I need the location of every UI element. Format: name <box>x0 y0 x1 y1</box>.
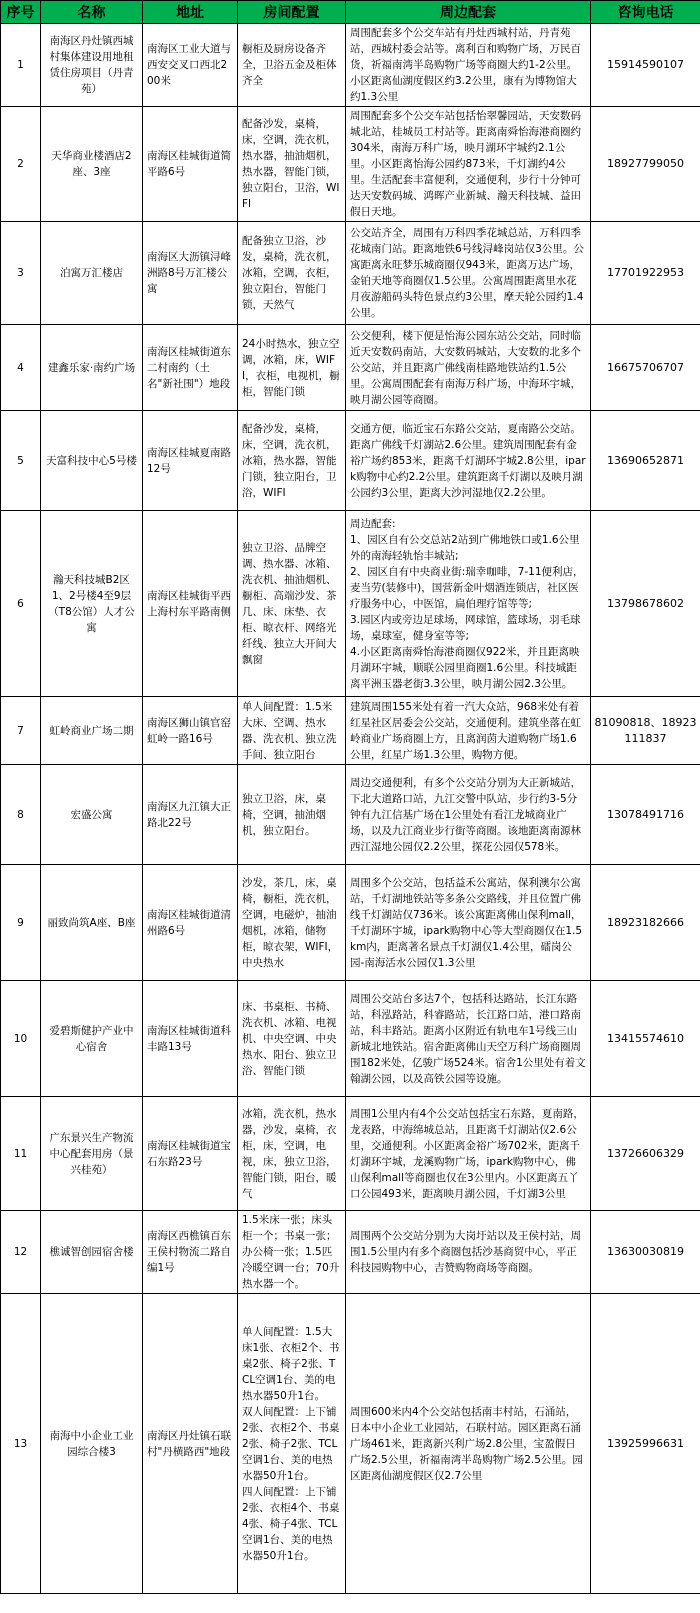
header-address: 地址 <box>143 1 238 24</box>
row-address: 南海区桂城街平西上海村东平路南侧 <box>143 511 238 697</box>
table-row <box>1 981 700 1097</box>
row-no: 4 <box>1 325 41 411</box>
row-phone: 13798678602 <box>591 511 700 697</box>
table-header-row <box>1 1 700 24</box>
row-phone: 81090818、18923111837 <box>591 697 700 765</box>
table-row <box>1 107 700 222</box>
row-no: 6 <box>1 511 41 697</box>
row-no: 11 <box>1 1097 41 1211</box>
row-no: 2 <box>1 107 41 222</box>
header-name: 名称 <box>41 1 143 24</box>
header-around: 周边配套 <box>346 1 591 24</box>
row-phone: 15914590107 <box>591 24 700 107</box>
table-row <box>1 1211 700 1294</box>
row-phone: 18923182666 <box>591 865 700 981</box>
row-rooms: 冰箱，洗衣机，热水器，沙发，桌椅，衣柜，床，空调，电视，床，独立卫浴，智能门锁，阳台，暖气 <box>238 1097 346 1211</box>
row-around: 周围配套多个公交车站包括怡翠馨园站，天安数码城北站，桂城员工村站等。距离南舜怡海港商圈约304米，南海万科广场，映月湖环宇城约2.1公里。小区距离怡海公园约873米，千灯湖约4公里。生活配套丰富便利，交通便利，步行十分钟可达天安数码城、鸿晖产业新城、瀚天科技城、益田假日天地。 <box>346 107 591 222</box>
row-phone: 18927799050 <box>591 107 700 222</box>
row-name: 建鑫乐家·南约广场 <box>41 325 143 411</box>
row-around: 周围600米内4个公交站包括南丰村站，石涌站，日本中小企业工业园站，石联村站。园区距离石涌广场461米，距离新兴利广场2.8公里，宝盈假日广场2.5公里，祈福南湾半岛购物广场2.5公里。园区距离仙湖度假区仅2.7公里 <box>346 1294 591 1594</box>
table-row <box>1 24 700 107</box>
row-phone: 16675706707 <box>591 325 700 411</box>
row-address: 南海区桂城夏南路12号 <box>143 411 238 511</box>
row-rooms: 24小时热水，独立空调，冰箱，床，WIFI，衣柜，电视机，橱柜，智能门锁 <box>238 325 346 411</box>
row-phone: 17701922953 <box>591 222 700 325</box>
row-rooms: 配备独立卫浴，沙发，桌椅，洗衣机，冰箱，空调，衣柜，独立阳台，智能门锁，天然气 <box>238 222 346 325</box>
table-row <box>1 865 700 981</box>
table-row <box>1 222 700 325</box>
row-phone: 13415574610 <box>591 981 700 1097</box>
row-rooms: 配备沙发，桌椅，床，空调，洗衣机，热水器，抽油烟机，热水器，智能门锁，独立阳台，卫浴，WIFI <box>238 107 346 222</box>
row-rooms: 单人间配置：1.5米大床、空调、热水器、洗衣机、独立洗手间、独立阳台 <box>238 697 346 765</box>
row-around: 周围配套多个公交车站有丹灶西城村站，丹青苑站，西城村委会站等。离利百和购物广场，万民百货，祈福南湾半岛购物广场等商圈大约1-2公里。小区距离仙湖度假区约3.2公里，康有为博物馆大约1.3公里 <box>346 24 591 107</box>
row-around: 交通方便，临近宝石东路公交站，夏南路公交站。距离广佛线千灯湖站2.6公里。建筑周围配套有金裕广场约853米，距离千灯湖环宇城2.8公里，ipark购物中心约2.2公里。建筑距离千灯湖以及映月湖公园约3公里，距离大沙河湿地仅2.2公里。 <box>346 411 591 511</box>
table-row <box>1 411 700 511</box>
row-name: 泊寓万汇楼店 <box>41 222 143 325</box>
table-row <box>1 325 700 411</box>
row-name: 虹岭商业广场二期 <box>41 697 143 765</box>
row-no: 9 <box>1 865 41 981</box>
row-address: 南海区九江镇大正路北22号 <box>143 765 238 865</box>
row-around: 公交便利，楼下便是怡海公园东站公交站，同时临近天安数码南站，大安数码城站，大安数的北多个公交站，并且距离广佛线南桂路地铁站约1.5公里。公寓周围配套有南海万科广场，中海环宇城，映月湖公园等商圈。 <box>346 325 591 411</box>
row-around: 周围公交站台多达7个，包括科达路站，长江东路站，科泓路站，科睿路站，长江路口站，港口路南站，科丰路站。距离小区附近有轨电车1号线三山新城北地铁站。宿舍距离佛山天空万科广场商圈周围182米处，亿骏广场524米。宿舍1公里处有着文翰湖公园，以及高铁公园等设施。 <box>346 981 591 1097</box>
header-phone: 咨询电话 <box>591 1 700 24</box>
row-no: 1 <box>1 24 41 107</box>
row-address: 南海区西樵镇百东王侯村物流二路自编1号 <box>143 1211 238 1294</box>
row-rooms: 沙发，茶几，床，桌椅，橱柜，洗衣机，空调，电磁炉，抽油烟机，冰箱，储物柜，晾衣架，WIFI，中央热水 <box>238 865 346 981</box>
row-address: 南海区桂城街道宝石东路23号 <box>143 1097 238 1211</box>
row-no: 5 <box>1 411 41 511</box>
row-name: 丽致尚筑A座、B座 <box>41 865 143 981</box>
row-name: 天华商业楼酒店2座、3座 <box>41 107 143 222</box>
row-no: 10 <box>1 981 41 1097</box>
table-row <box>1 697 700 765</box>
row-around: 周边配套: 1、园区自有公交总站2站到广佛地铁口或1.6公里外的南海轻轨怡丰城站; 2、园区自有中央商业街:瑞幸咖啡，7-11便利店，麦当劳(装修中)，国营新金叶烟酒连锁店，社区医疗服务中心，中医馆，扁伯理疗馆等等; 3.园区内或旁边足球场，网球馆，篮球场，羽毛球场，桌球室，健身室等等; 4.小区距离南舜怡海港商圈仅922米，并且距离映月湖环宇城，顺联公园里商圈1.6公里。科技城距离平洲玉器老街3.3公里，映月湖公园2.3公里。 <box>346 511 591 697</box>
row-no: 8 <box>1 765 41 865</box>
row-phone: 13078491716 <box>591 765 700 865</box>
table-row <box>1 765 700 865</box>
row-rooms: 1.5米床一张；床头柜一个；书桌一张；办公椅一张；1.5匹冷暖空调一台；70升热水器一个。 <box>238 1211 346 1294</box>
row-address: 南海区狮山镇官窑虹岭一路16号 <box>143 697 238 765</box>
row-around: 周围两个公交站分别为大岗圩站以及王侯村站，周围1.5公里内有多个商圈包括沙基商贸中心，平正科技园购物中心，吉赞购物商场等商圈。 <box>346 1211 591 1294</box>
row-address: 南海区桂城街道清州路6号 <box>143 865 238 981</box>
header-rooms: 房间配置 <box>238 1 346 24</box>
row-phone: 13726606329 <box>591 1097 700 1211</box>
row-around: 周围多个公交站，包括益禾公寓站，保利澳尔公寓站，千灯湖地铁站等多条公交路线，并且位置广佛线千灯湖站仅736米。该公寓距离佛山保利mall，千灯湖环宇城，ipark购物中心等大型商圈仅在1.5km内，距离著名景点千灯湖仅1.4公里，礌岗公园-南海活水公园仅1.3公里 <box>346 865 591 981</box>
header-no: 序号 <box>1 1 41 24</box>
row-name: 广东景兴生产物流中心配套用房（景兴桂苑） <box>41 1097 143 1211</box>
row-around: 公交站齐全，周围有万科四季花城总站，万科四季花城南门站。距离地铁6号线浔峰岗站仅3公里。公寓距离永旺梦乐城商圈仅943米，距离万达广场，金铂天地等商圈仅1.5公里。公寓周围距离里水花月夜游船码头特色景点约3公里，摩天轮公园约1.4公里。 <box>346 222 591 325</box>
row-no: 12 <box>1 1211 41 1294</box>
row-no: 7 <box>1 697 41 765</box>
row-rooms: 配备沙发，桌椅，床，空调，洗衣机，冰箱，热水器，智能门锁，独立阳台，卫浴，WIFI <box>238 411 346 511</box>
row-address: 南海区桂城街道简平路6号 <box>143 107 238 222</box>
row-around: 周围1公里内有4个公交站包括宝石东路，夏南路，龙表路，中海绵城总站，且距离千灯湖站仅2.6公里，交通便利。小区距离金裕广场702米，距离千灯湖环宇城，龙溪购物广场，ipark购物中心，佛山保利mall等商圈也仅在3公里内。小区距离五丫口公园493米，距离映月湖公园，千灯湖3公里 <box>346 1097 591 1211</box>
row-name: 瀚天科技城B2区1、2号楼4至9层（T8公馆）人才公寓 <box>41 511 143 697</box>
row-no: 3 <box>1 222 41 325</box>
row-address: 南海区大沥镇浔峰洲路8号万汇楼公寓 <box>143 222 238 325</box>
table-row <box>1 1294 700 1594</box>
table-row <box>1 511 700 697</box>
row-rooms: 橱柜及厨房设备齐全，卫浴五金及柜体齐全 <box>238 24 346 107</box>
row-address: 南海区工业大道与西安交叉口西北200米 <box>143 24 238 107</box>
row-phone: 13690652871 <box>591 411 700 511</box>
row-phone: 13630030819 <box>591 1211 700 1294</box>
row-name: 宏盛公寓 <box>41 765 143 865</box>
row-rooms: 床、书桌柜、书椅、洗衣机、冰箱、电视机、中央空调、中央热水、阳台、独立卫浴、智能门锁 <box>238 981 346 1097</box>
row-address: 南海区丹灶镇石联村"丹横路西"地段 <box>143 1294 238 1594</box>
row-phone: 13925996631 <box>591 1294 700 1594</box>
row-address: 南海区桂城街道科丰路13号 <box>143 981 238 1097</box>
row-name: 南海中小企业工业园综合楼3 <box>41 1294 143 1594</box>
row-name: 天富科技中心5号楼 <box>41 411 143 511</box>
table-row <box>1 1097 700 1211</box>
row-address: 南海区桂城街道东二村南约（土名"新社围"）地段 <box>143 325 238 411</box>
row-rooms: 独立卫浴、品牌空调、热水器、冰箱、洗衣机、抽油烟机、橱柜、高端沙发、茶几、床、床垫、衣柜、晾衣杆、网络光纤线、独立大开间大飘窗 <box>238 511 346 697</box>
row-around: 周边交通便利，有多个公交站分别为大正新城站，下北大道路口站，九江交警中队站，步行约3-5分钟有九江信基广场在1公里处有看江龙城商业广场，以及九江商业步行街等商圈。该地距离南源林西江湿地公园仅2.2公里，探花公园仅578米。 <box>346 765 591 865</box>
row-rooms: 独立卫浴，床，桌椅，空调，抽油烟机，独立阳台。 <box>238 765 346 865</box>
row-name: 南海区丹灶镇西城村集体建设用地租赁住房项目（丹青苑） <box>41 24 143 107</box>
row-around: 建筑周围155米处有着一汽大众站，968米处有着红星社区居委会公交站，交通便利。建筑坐落在虹岭商业广场商圈上方，且离润茵大道购物广场1.6公里，红星广场1.3公里，购物方便。 <box>346 697 591 765</box>
row-rooms: 单人间配置：1.5大床1张、衣柜2个、书桌2张、椅子2张、TCL空调1台、美的电热水器50升1台。 双人间配置：上下铺2张、衣柜2个、书桌2张、椅子2张、TCL空调1台、美的电热水器50升1台。 四人间配置：上下铺2张、衣柜4个、书桌4张、椅子4张、TCL空调1台、美的电热水器50升1台。 <box>238 1294 346 1594</box>
row-name: 樵诚智创园宿舍楼 <box>41 1211 143 1294</box>
row-no: 13 <box>1 1294 41 1594</box>
row-name: 爱碧斯健护产业中心宿舍 <box>41 981 143 1097</box>
